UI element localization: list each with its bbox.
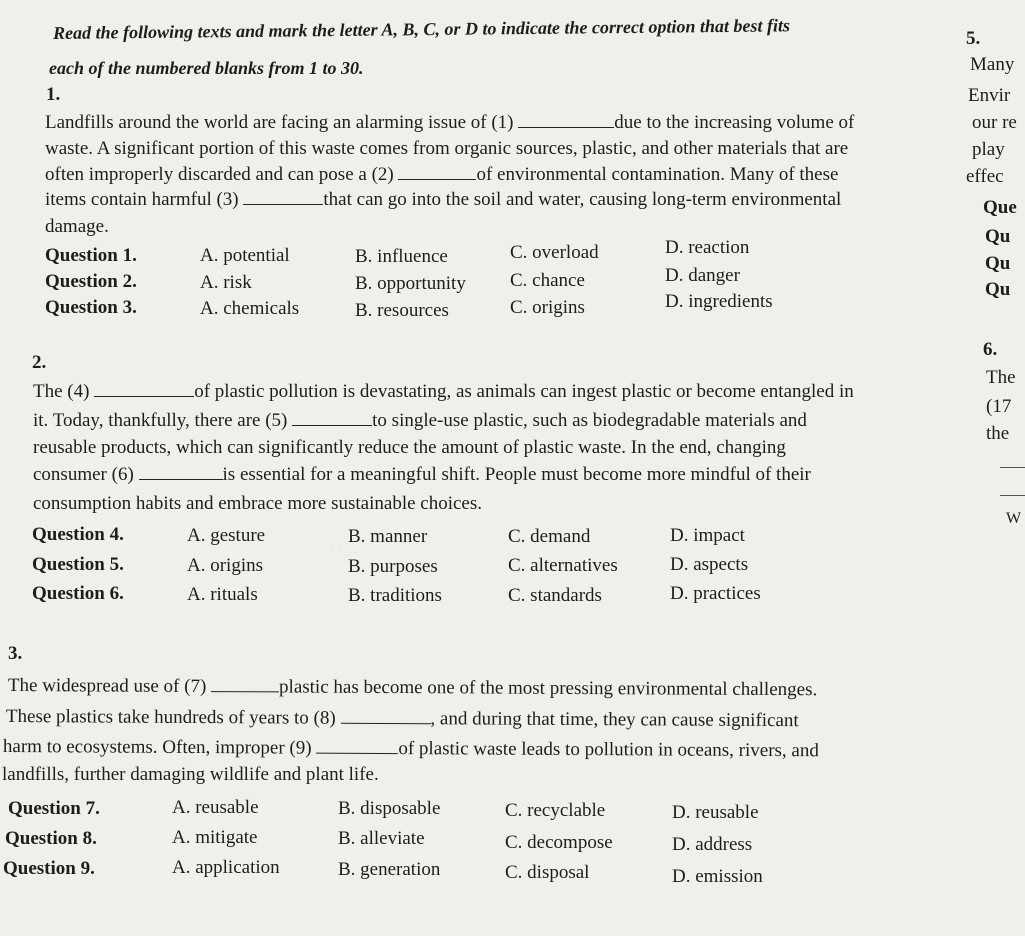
answer-blank — [316, 739, 398, 754]
option-b[interactable]: B. influence — [355, 246, 448, 267]
question-label: Question 8. — [5, 828, 97, 849]
question-label: Question 2. — [45, 271, 137, 292]
cut-off-text: effec — [966, 166, 1004, 187]
section-number: 1. — [46, 84, 61, 105]
answer-blank — [340, 709, 430, 724]
option-c[interactable]: C. origins — [510, 297, 585, 318]
answer-blank — [1000, 466, 1025, 468]
question-label: Question 9. — [3, 858, 95, 879]
option-c[interactable]: C. alternatives — [508, 555, 618, 576]
option-c[interactable]: C. disposal — [505, 862, 590, 883]
cut-off-question: Que — [983, 197, 1017, 218]
option-a[interactable]: A. rituals — [187, 584, 258, 605]
option-b[interactable]: B. manner — [348, 526, 428, 547]
answer-blank — [292, 411, 372, 426]
option-a[interactable]: A. origins — [187, 555, 263, 576]
option-a[interactable]: A. chemicals — [200, 298, 300, 319]
option-d[interactable]: D. reaction — [665, 237, 750, 258]
option-a[interactable]: A. mitigate — [172, 827, 258, 848]
cut-off-text: our re — [972, 112, 1017, 133]
option-d[interactable]: D. address — [672, 834, 753, 855]
question-label: Question 4. — [32, 524, 124, 545]
answer-blank — [211, 677, 279, 692]
option-c[interactable]: C. recyclable — [505, 800, 606, 821]
option-b[interactable]: B. purposes — [348, 556, 438, 577]
option-c[interactable]: C. decompose — [505, 832, 613, 853]
option-b[interactable]: B. traditions — [348, 585, 442, 606]
option-c[interactable]: C. chance — [510, 270, 585, 291]
passage-line: reusable products, which can significantly reduce the amount of plastic waste. In the end, changing — [33, 437, 786, 458]
cut-off-question: Qu — [985, 253, 1011, 274]
option-d[interactable]: D. emission — [672, 866, 763, 887]
option-a[interactable]: A. reusable — [172, 797, 259, 818]
option-b[interactable]: B. resources — [355, 300, 449, 321]
passage-line: These plastics take hundreds of years to (8) , and during that time, they can cause significant — [5, 706, 799, 732]
bleed-through-text: · · · · — [330, 544, 358, 559]
answer-blank — [1000, 494, 1025, 496]
option-d[interactable]: D. ingredients — [665, 291, 773, 312]
section-number: 2. — [32, 352, 47, 373]
option-d[interactable]: D. danger — [665, 265, 740, 286]
passage-line: consumer (6) is essential for a meaningful shift. People must become more mindful of their — [33, 464, 811, 485]
cut-off-text: Many — [970, 54, 1015, 75]
passage-line: The widespread use of (7) plastic has become one of the most pressing environmental challenges. — [7, 675, 818, 701]
cut-off-text: W — [1006, 510, 1022, 527]
passage-line: waste. A significant portion of this waste comes from organic sources, plastic, and other materials that are — [45, 138, 849, 159]
answer-blank — [243, 190, 323, 205]
question-label: Question 3. — [45, 297, 137, 318]
cut-off-question: Qu — [985, 226, 1011, 247]
option-d[interactable]: D. aspects — [670, 554, 749, 575]
cut-off-text: the — [986, 423, 1010, 444]
option-d[interactable]: D. practices — [670, 583, 761, 604]
cut-off-text: play — [972, 139, 1005, 160]
passage-line: harm to ecosystems. Often, improper (9) of plastic waste leads to pollution in oceans, rivers, and — [2, 736, 819, 762]
cut-off-question: Qu — [985, 279, 1011, 300]
option-c[interactable]: C. standards — [508, 585, 602, 606]
question-label: Question 7. — [8, 798, 100, 819]
section-number: 6. — [983, 339, 998, 360]
option-d[interactable]: D. impact — [670, 525, 745, 546]
option-a[interactable]: A. potential — [200, 245, 290, 266]
option-d[interactable]: D. reusable — [672, 802, 759, 823]
cut-off-text: Envir — [968, 85, 1011, 106]
option-b[interactable]: B. opportunity — [355, 273, 466, 294]
answer-blank — [398, 165, 476, 180]
question-label: Question 6. — [32, 583, 124, 604]
section-number: 3. — [8, 643, 23, 664]
passage-line: consumption habits and embrace more sustainable choices. — [33, 493, 483, 514]
option-c[interactable]: C. demand — [508, 526, 591, 547]
passage-line: often improperly discarded and can pose a (2) of environmental contamination. Many of these — [45, 164, 839, 185]
passage-line: landfills, further damaging wildlife and plant life. — [2, 764, 379, 785]
cut-off-text: (17 — [986, 396, 1012, 417]
passage-line: items contain harmful (3) that can go into the soil and water, causing long-term environmental — [45, 189, 842, 210]
answer-blank — [518, 113, 614, 128]
option-a[interactable]: A. application — [172, 857, 280, 878]
option-b[interactable]: B. alleviate — [338, 828, 425, 849]
passage-line: damage. — [45, 216, 109, 237]
option-b[interactable]: B. generation — [338, 859, 441, 880]
answer-blank — [139, 465, 223, 480]
passage-line: it. Today, thankfully, there are (5) to single-use plastic, such as biodegradable materials and — [33, 410, 807, 431]
option-a[interactable]: A. risk — [200, 272, 252, 293]
answer-blank — [94, 382, 194, 397]
option-c[interactable]: C. overload — [510, 242, 599, 263]
instructions-line-1: Read the following texts and mark the letter A, B, C, or D to indicate the correct option that best fits — [53, 15, 791, 43]
cut-off-text: The — [986, 367, 1016, 388]
passage-line: The (4) of plastic pollution is devastating, as animals can ingest plastic or become entangled in — [33, 381, 854, 402]
section-number: 5. — [966, 28, 981, 49]
instructions-line-2: each of the numbered blanks from 1 to 30. — [49, 58, 364, 78]
passage-line: Landfills around the world are facing an alarming issue of (1) due to the increasing volume of — [45, 112, 855, 133]
option-a[interactable]: A. gesture — [187, 525, 266, 546]
option-b[interactable]: B. disposable — [338, 798, 441, 819]
question-label: Question 1. — [45, 245, 137, 266]
question-label: Question 5. — [32, 554, 124, 575]
